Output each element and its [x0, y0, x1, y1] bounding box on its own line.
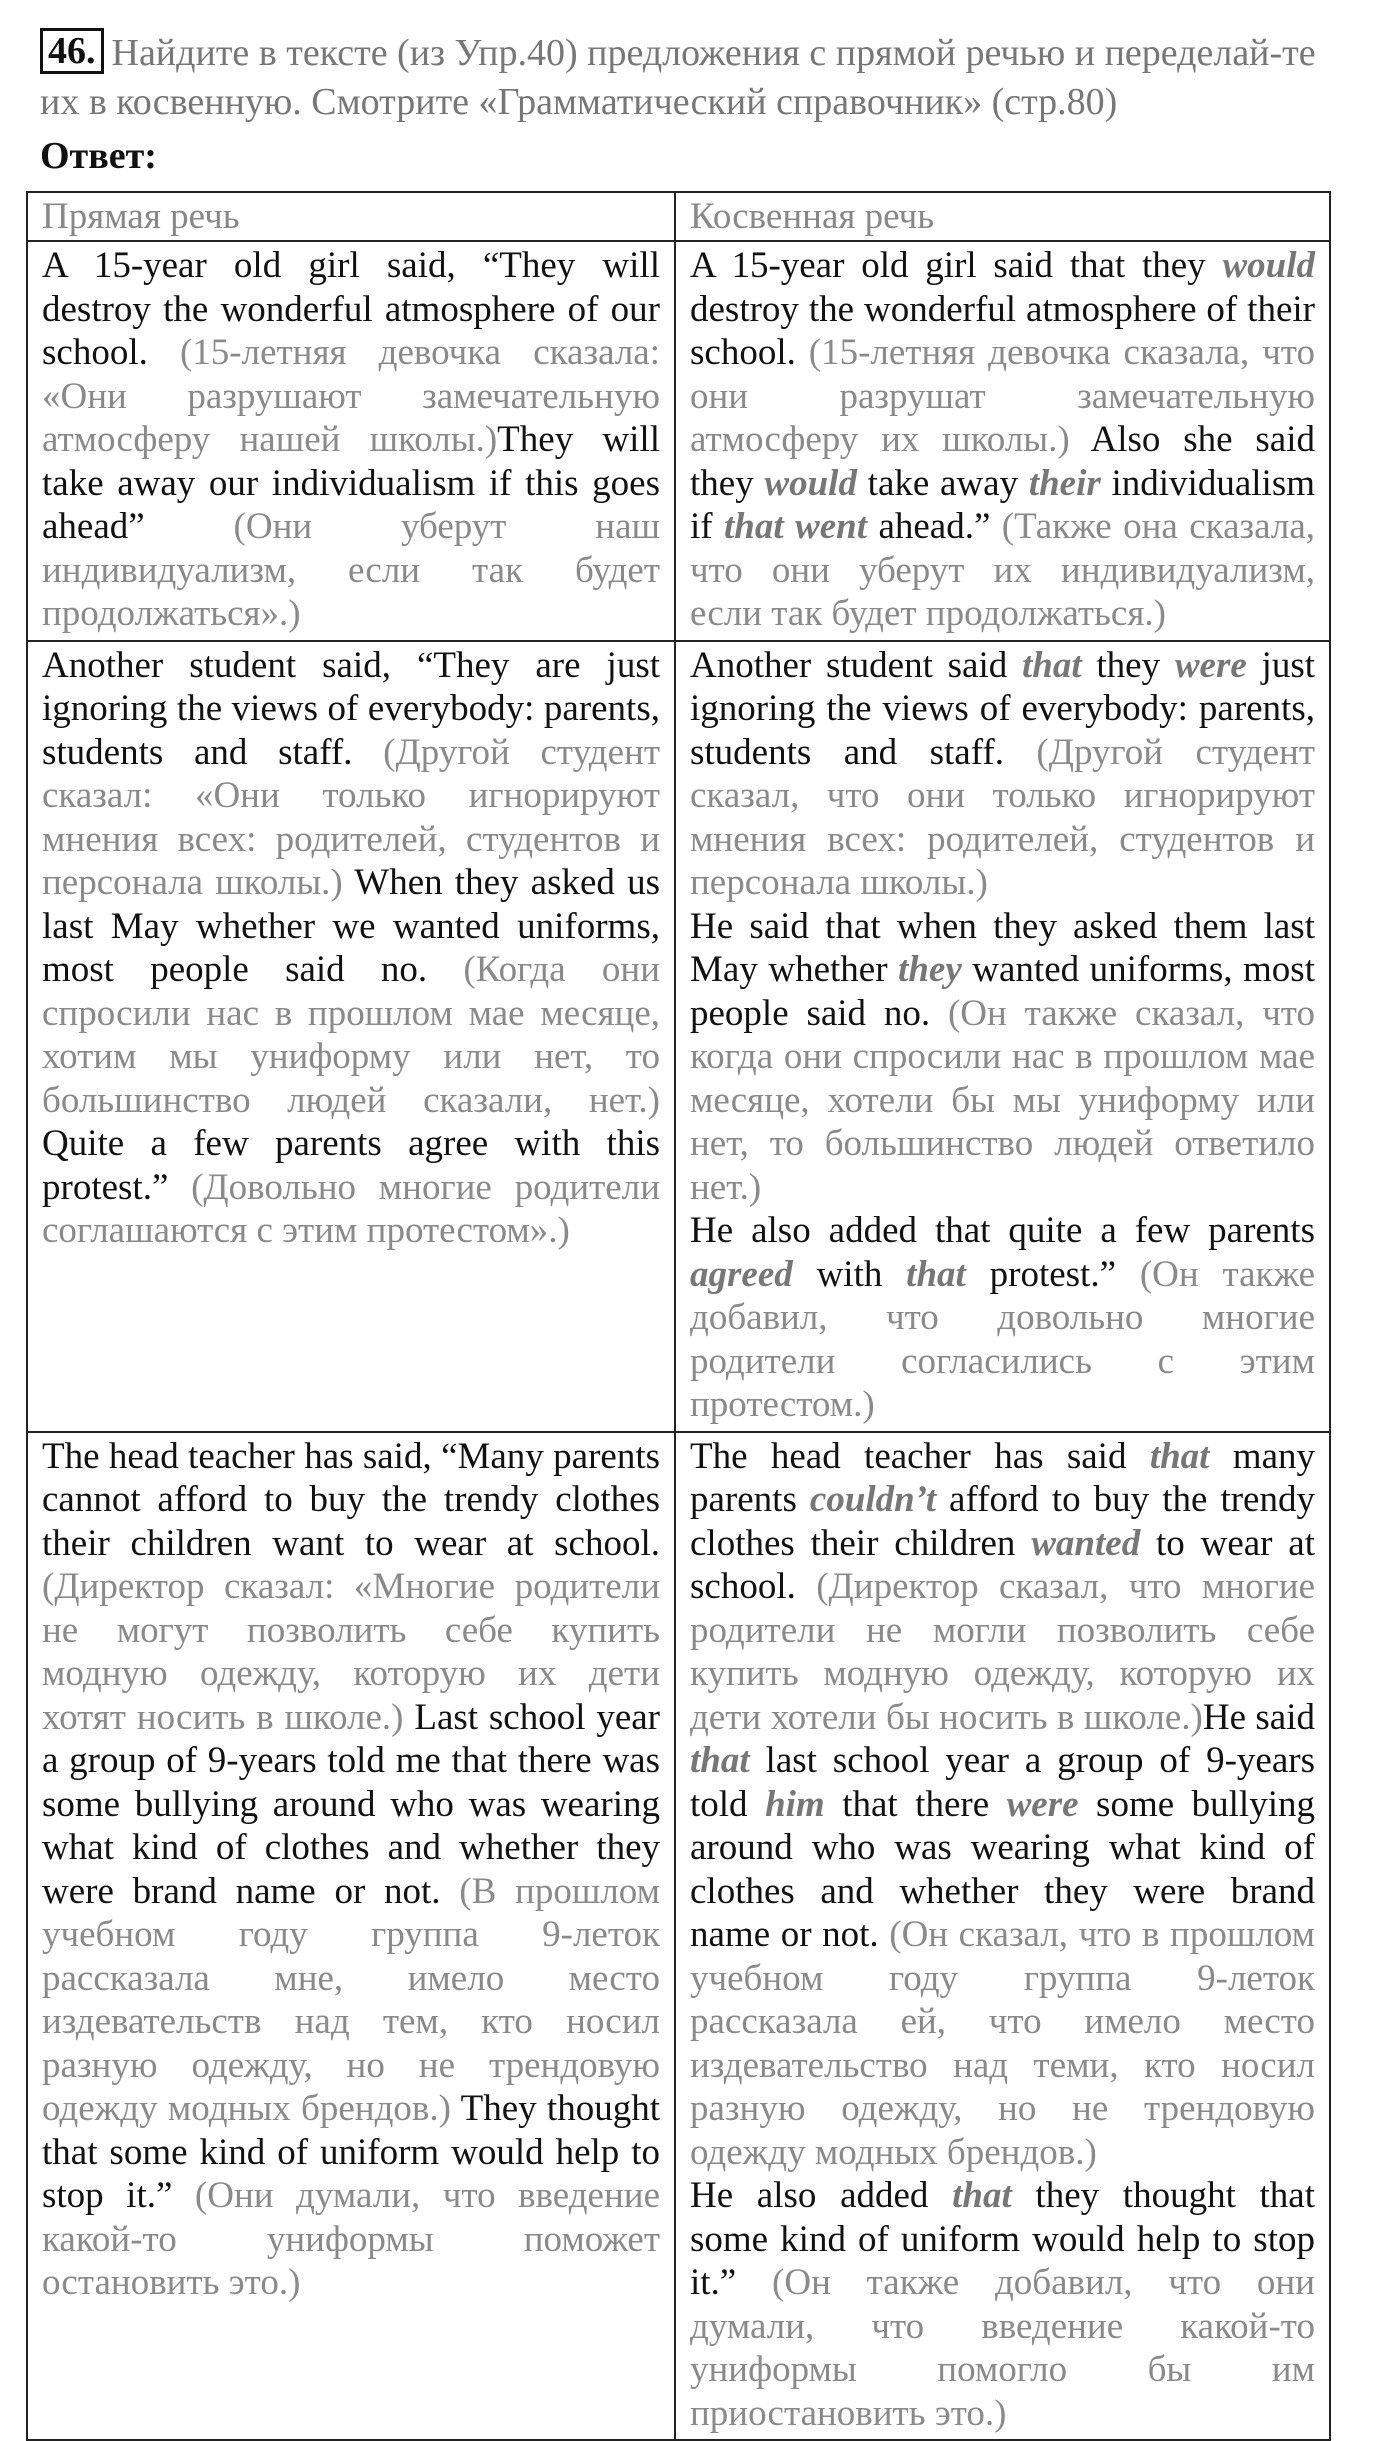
english-text: ahead.”	[867, 506, 1002, 547]
english-text: some bullying around who was wearing what kind of clothes and whether they were brand name or not.	[690, 1783, 1315, 1955]
direct-speech-cell	[27, 241, 675, 641]
english-text: just ignoring the views of everybody: parents, students and staff.	[690, 644, 1315, 773]
indirect-paragraph	[690, 2174, 1315, 2435]
highlighted-word: that	[1021, 644, 1082, 686]
translation-text: (Они думали, что введение какой-то униформы поможет остановить это.)	[42, 2175, 661, 2303]
english-text: Also she said they	[690, 419, 1315, 504]
english-text: they thought that some kind of uniform would help to stop it.”	[690, 2175, 1316, 2303]
header-direct-speech: Прямая речь	[27, 192, 675, 241]
table-row	[27, 641, 1330, 1432]
english-text: take away	[856, 462, 1029, 504]
translation-text: (15-летняя девочка сказала, что они разрушат замечательную атмосферу их школы.)	[690, 332, 1315, 460]
table-row	[27, 1432, 1330, 2441]
speech-table	[26, 191, 1331, 2441]
highlighted-word: couldn’t	[809, 1479, 936, 1520]
indirect-speech-cell	[675, 241, 1330, 641]
translation-text: (В прошлом учебном году группа 9-леток рассказала мне, имело место издевательств над тем, кто носил разную одежду, но не трендовую одежду модных брендов.)	[42, 1870, 660, 2129]
highlighted-word: agreed	[690, 1253, 793, 1295]
highlighted-word: that	[690, 1740, 750, 1781]
translation-text: (15-летняя девочка сказала: «Они разрушают замечательную атмосферу нашей школы.)	[42, 332, 661, 460]
english-text: They will take away our individualism if this goes ahead”	[42, 419, 660, 547]
table-row	[27, 241, 1330, 641]
english-text: He also added	[690, 2175, 953, 2216]
highlighted-word: they	[898, 949, 962, 990]
answer-label: Ответ:	[40, 135, 157, 177]
english-text: When they asked us last May whether we wanted uniforms, most people said no.	[42, 862, 660, 990]
translation-text: (Директор сказал, что многие родители не могли позволить себе купить модную одежду, которую их дети хотели бы носить в школе.)	[690, 1566, 1315, 1738]
highlighted-word: that	[1149, 1435, 1210, 1477]
highlighted-word: were	[1006, 1783, 1079, 1825]
english-text: they	[1081, 644, 1175, 686]
highlighted-word: their	[1028, 462, 1101, 504]
english-text: Last school year a group of 9-years told me that there was some bullying around who was wearing what kind of clothes and whether they were brand name or not.	[42, 1696, 660, 1912]
highlighted-word: that	[952, 2175, 1012, 2216]
highlighted-word: would	[1222, 245, 1315, 286]
indirect-speech-cell	[675, 1432, 1330, 2441]
english-text: The head teacher has said, “Many parents cannot afford to buy the trendy clothes their children want to wear at school.	[42, 1435, 660, 1564]
english-text: He said that when they asked them last May whether	[690, 905, 1315, 990]
exercise-number: 46.	[40, 28, 104, 74]
english-text: many parents	[690, 1435, 1315, 1520]
english-text: with	[792, 1253, 907, 1295]
indirect-paragraph	[690, 644, 1315, 905]
english-text: last school year a group of 9-years told	[690, 1740, 1315, 1825]
translation-text: (Они уберут наш индивидуализм, если так будет продолжаться».)	[42, 506, 660, 634]
indirect-paragraph	[690, 1435, 1315, 2175]
translation-text: (Довольно многие родители соглашаются с этим протестом».)	[42, 1166, 660, 1251]
indirect-paragraph	[690, 244, 1315, 636]
english-text: Another student said, “They are just ignoring the views of everybody: parents, students and staff.	[42, 644, 660, 773]
english-text: individualism if	[690, 462, 1315, 547]
indirect-paragraph	[690, 905, 1315, 1210]
indirect-paragraph	[690, 1209, 1315, 1427]
highlighted-word: that	[906, 1253, 966, 1295]
highlighted-word: that went	[724, 506, 868, 547]
highlighted-word: him	[765, 1783, 825, 1825]
translation-text: (Он также сказал, что когда они спросили нас в прошлом мае месяце, хотели бы мы униформу или нет, то большинство людей ответило нет.)	[690, 992, 1315, 1208]
direct-speech-cell	[27, 641, 675, 1432]
translation-text: (Он также добавил, что довольно многие родители согласились с этим протестом.)	[690, 1253, 1316, 1425]
table-header-row	[27, 192, 1330, 241]
indirect-speech-cell	[675, 641, 1330, 1432]
english-text: afford to buy the trendy clothes their children	[690, 1479, 1315, 1564]
english-text: destroy the wonderful atmosphere of their school.	[690, 288, 1315, 373]
english-text: A 15-year old girl said that they	[690, 245, 1223, 286]
english-text: Another student said	[690, 644, 1022, 686]
translation-text: (Он сказал, что в прошлом учебном году группа 9-леток рассказала ей, что имело место издевательство над теми, кто носил разную одежду, но не трендовую одежду модных брендов.)	[690, 1914, 1316, 2173]
english-text: A 15-year old girl said, “They will destroy the wonderful atmosphere of our school.	[42, 245, 660, 373]
english-text: to wear at school.	[690, 1522, 1315, 1607]
translation-text: (Он также добавил, что они думали, что введение какой-то униформы помогло бы им приостановить это.)	[690, 2262, 1316, 2434]
english-text: that there	[824, 1783, 1007, 1825]
english-text: The head teacher has said	[690, 1435, 1150, 1477]
translation-text: (Директор сказал: «Многие родители не могут позволить себе купить модную одежду, которую их дети хотят носить в школе.)	[42, 1566, 660, 1738]
english-text: He said	[1202, 1696, 1315, 1738]
english-text: wanted uniforms, most people said no.	[690, 949, 1315, 1034]
header-indirect-speech: Косвенная речь	[675, 192, 1330, 241]
english-text: Quite a few parents agree with this protest.”	[42, 1123, 660, 1208]
translation-text: (Когда они спросили нас в прошлом мае месяце, хотим мы униформу или нет, то большинство людей сказали, нет.)	[42, 949, 661, 1121]
highlighted-word: would	[764, 462, 857, 504]
translation-text: (Другой студент сказал, что они только игнорируют мнения всех: родителей, студентов и персонала школы.)	[690, 731, 1316, 903]
english-text: protest.”	[965, 1253, 1140, 1295]
exercise-header	[40, 28, 1340, 127]
highlighted-word: were	[1174, 644, 1247, 686]
translation-text: (Также она сказала, что они уберут их индивидуализм, если так будет продолжаться.)	[690, 506, 1315, 634]
exercise-instruction: Найдите в тексте (из Упр.40) предложения с прямой речью и переделай-те их в косвенную. Смотрите «Грамматический справочник» (стр.80)	[40, 32, 1316, 123]
translation-text: (Другой студент сказал: «Они только игнорируют мнения всех: родителей, студентов и персонала школы.)	[42, 731, 661, 903]
english-text: He also added that quite a few parents	[690, 1210, 1315, 1251]
highlighted-word: wanted	[1031, 1522, 1141, 1564]
english-text: They thought that some kind of uniform would help to stop it.”	[42, 2088, 660, 2216]
direct-speech-cell	[27, 1432, 675, 2441]
